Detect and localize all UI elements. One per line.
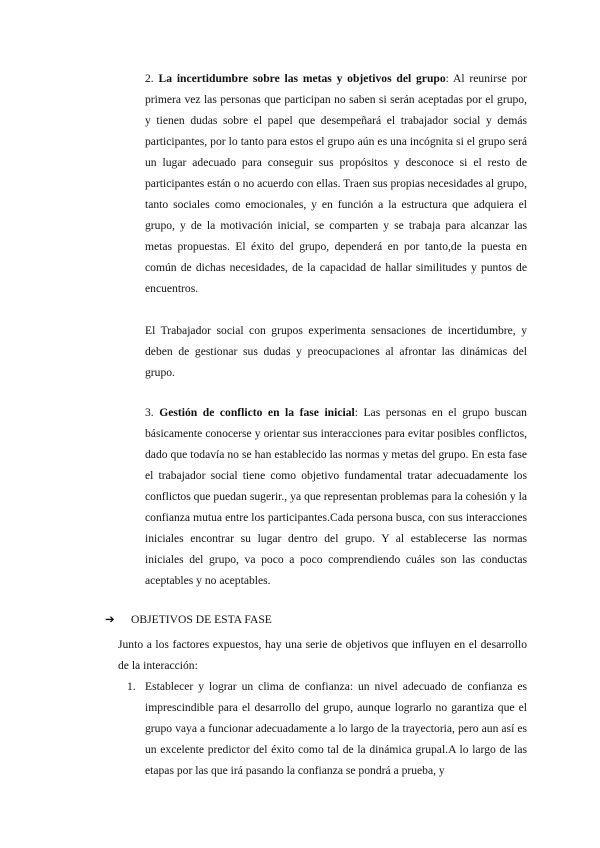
section-2-title: La incertidumbre sobre las metas y objetivos del grupo bbox=[158, 72, 446, 85]
section-3-title: Gestión de conflicto en la fase inicial bbox=[159, 406, 355, 419]
objectives-list bbox=[118, 676, 527, 781]
section-2-number: 2. bbox=[145, 72, 154, 85]
section-2-text: : Al reunirse por primera vez las personas que participan no saben si serán aceptadas por el grupo, y tienen dudas sobre el papel que desempeñará el trabajador social y demás participantes, por lo tanto para estos el grupo aún es una incógnita si el grupo será un lugar adecuado para conseguir sus propósitos y desconoce si el resto de participantes están o no acuerdo con ellas. Traen sus propias necesidades al grupo, tanto sociales como emocionales, y en función a la estructura que adquiera el grupo, y de la motivación inicial, se comparten y se trabaja para alcanzar las metas propuestas. El éxito del grupo, dependerá en por tanto,de la puesta en común de dichas necesidades, de la capacidad de hallar similitudes y puntos de encuentros. bbox=[145, 72, 527, 295]
list-item-number: 1. bbox=[127, 680, 136, 693]
objectives-intro: Junto a los factores expuestos, hay una serie de objetivos que influyen en el desarrollo de la interacción: bbox=[118, 638, 527, 672]
objectives-heading bbox=[105, 609, 525, 630]
list-item bbox=[118, 676, 527, 781]
section-3-number: 3. bbox=[145, 406, 154, 419]
arrow-right-icon: ➔ bbox=[105, 613, 115, 626]
objectives-heading-text: OBJETIVOS DE ESTA FASE bbox=[131, 613, 272, 626]
section-3-paragraph bbox=[145, 402, 527, 591]
list-item-text: Establecer y lograr un clima de confianza: un nivel adecuado de confianza es imprescindible para el desarrollo del grupo, aunque lograrlo no garantiza que el grupo vaya a funcionar adecuadamente a lo largo de la trayectoria, pero aun así es un excelente predictor del éxito como tal de la dinámica grupal.A lo largo de las etapas por las que irá pasando la confianza se pondrá a prueba, y bbox=[145, 680, 527, 777]
worker-paragraph: El Trabajador social con grupos experimenta sensaciones de incertidumbre, y deben de gestionar sus dudas y preocupaciones al afrontar las dinámicas del grupo. bbox=[145, 324, 527, 379]
section-3-text: : Las personas en el grupo buscan básicamente conocerse y orientar sus interacciones para evitar posibles conflictos, dado que todavía no se han establecido las normas y metas del grupo. En esta fase el trabajador social tiene como objetivo fundamental tratar adecuadamente los conflictos que puedan sugerir., ya que representan problemas para la cohesión y la confianza mutua entre los participantes.Cada persona busca, con sus interacciones iniciales encontrar su lugar dentro del grupo. Y al establecerse las normas iniciales del grupo, va poco a poco comprendiendo cuáles son las conductas aceptables y no aceptables. bbox=[145, 406, 527, 587]
section-2-paragraph bbox=[145, 68, 527, 299]
